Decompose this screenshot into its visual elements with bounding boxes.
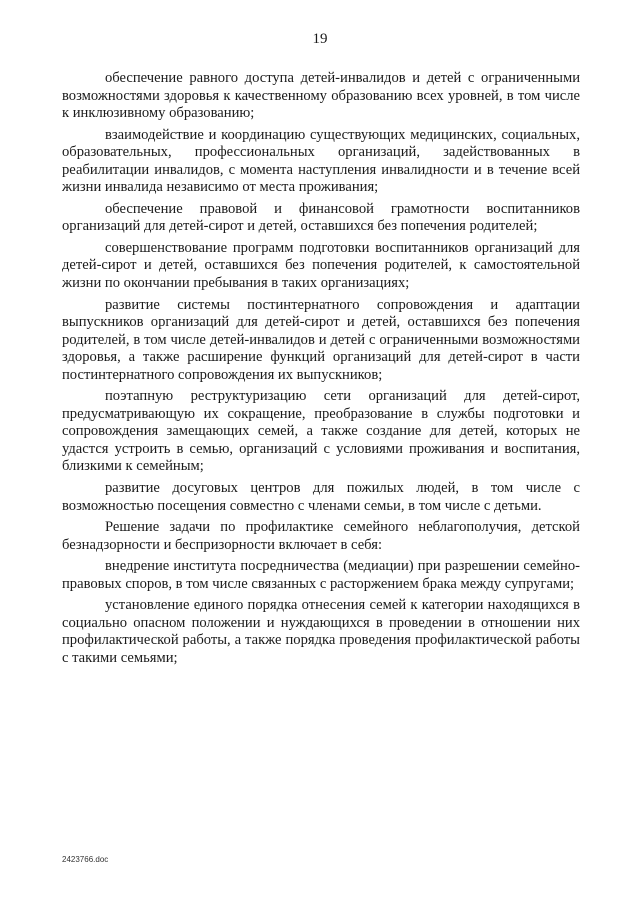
paragraph: развитие досуговых центров для пожилых людей, в том числе с возможностью посещения совместно с членами семьи, в том числе с детьми. (62, 480, 580, 514)
paragraph: поэтапную реструктуризацию сети организаций для детей-сирот, предусматривающую их сокращение, преобразование в службы подготовки и сопровождения замещающих семей, а также создание для детей, которых не удастся устроить в семью, организаций с условиями проживания и воспитания, близкими к семейным; (62, 388, 580, 475)
paragraph: внедрение института посредничества (медиации) при разрешении семейно-правовых споров, в том числе связанных с расторжением брака между супругами; (62, 558, 580, 592)
paragraph: совершенствование программ подготовки воспитанников организаций для детей-сирот и детей, оставшихся без попечения родителей, к самостоятельной жизни по окончании пребывания в таких организациях; (62, 239, 580, 292)
document-filename: 2423766.doc (62, 855, 109, 864)
paragraph: обеспечение правовой и финансовой грамотности воспитанников организаций для детей-сирот и детей, оставшихся без попечения родителей; (62, 200, 580, 235)
paragraph: взаимодействие и координацию существующих медицинских, социальных, образовательных, профессиональных организаций, задействованных в реабилитации инвалидов, с момента наступления инвалидности и в течение всей жизни инвалида независимо от места проживания; (62, 126, 580, 196)
page-number: 19 (312, 31, 328, 47)
paragraph: установление единого порядка отнесения семей к категории находящихся в социально опасном положении и нуждающихся в проведении в отношении них профилактической работы, а также порядка проведения профилактической работы с такими семьями; (62, 597, 580, 666)
document-body (62, 70, 580, 672)
paragraph: обеспечение равного доступа детей-инвалидов и детей с ограниченными возможностями здоровья к качественному образованию всех уровней, в том числе к инклюзивному образованию; (62, 70, 580, 122)
paragraph: Решение задачи по профилактике семейного неблагополучия, детской безнадзорности и беспризорности включает в себя: (62, 519, 580, 553)
paragraph: развитие системы постинтернатного сопровождения и адаптации выпускников организаций для детей-сирот и детей, оставшихся без попечения родителей, в том числе детей-инвалидов и детей с ограниченными возможностями здоровья, а также расширение функций организаций для детей-сирот в части постинтернатного сопровождения их выпускников; (62, 296, 580, 383)
